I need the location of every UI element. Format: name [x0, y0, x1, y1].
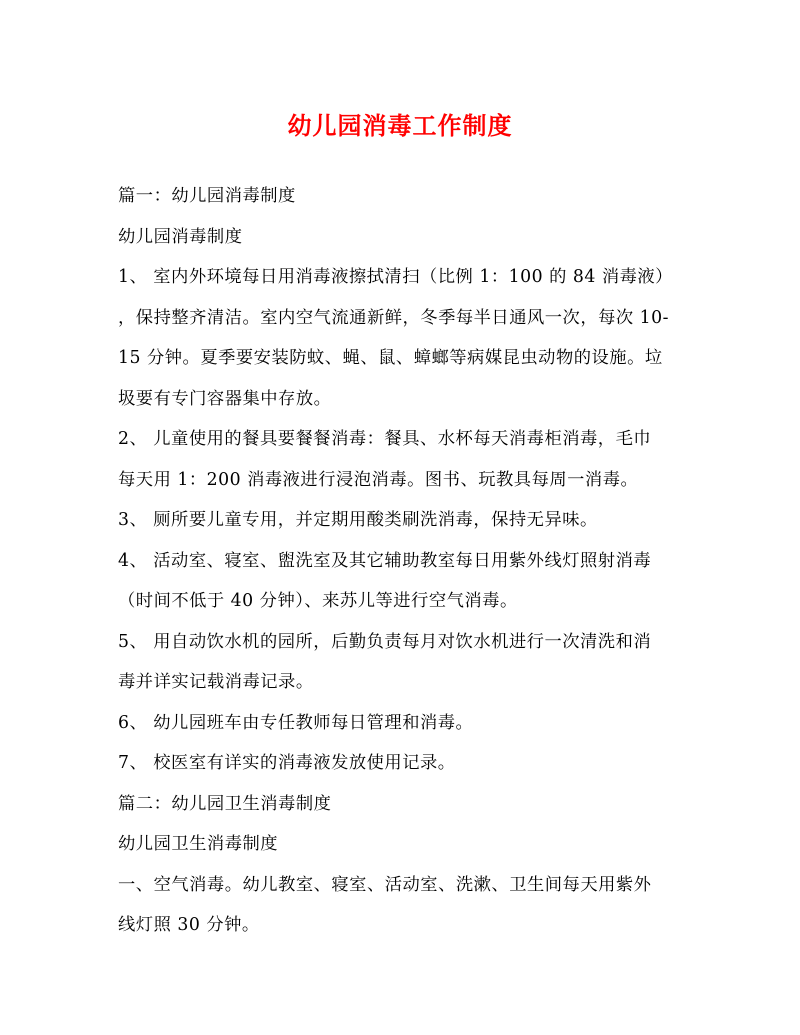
paragraph-line: 4、 活动室、寝室、盥洗室及其它辅助教室每日用紫外线灯照射消毒: [118, 550, 652, 571]
paragraph-line: 圾要有专门容器集中存放。: [118, 388, 332, 409]
paragraph-line: 7、 校医室有详实的消毒液发放使用记录。: [118, 753, 456, 773]
paragraph-line: 6、 幼儿园班车由专任教师每日管理和消毒。: [118, 712, 474, 733]
paragraph-line: 线灯照 30 分钟。: [118, 915, 260, 935]
paragraph-line: 15 分钟。夏季要安装防蚊、蝇、鼠、蟑螂等病媒昆虫动物的设施。垃: [118, 348, 663, 368]
paragraph-line: 5、 用自动饮水机的园所，后勤负责每月对饮水机进行一次清洗和消: [118, 631, 652, 652]
paragraph-line: 毒并详实记载消毒记录。: [118, 672, 314, 692]
subheading-2: 幼儿园卫生消毒制度: [118, 834, 279, 854]
paragraph-line: 2、 儿童使用的餐具要餐餐消毒：餐具、水杯每天消毒柜消毒，毛巾: [118, 429, 652, 449]
paragraph-line: 每天用 1：200 消毒液进行浸泡消毒。图书、玩教具每周一消毒。: [118, 469, 639, 490]
paragraph-line: （时间不低于 40 分钟）、来苏儿等进行空气消毒。: [118, 591, 518, 611]
subheading-1: 幼儿园消毒制度: [118, 226, 243, 247]
paragraph-line: 一、空气消毒。幼儿教室、寝室、活动室、洗漱、卫生间每天用紫外: [118, 874, 652, 895]
document-body: [118, 176, 690, 946]
paragraph-line: 1、 室内外环境每日用消毒液擦拭清扫（比例 1：100 的 84 消毒液）: [118, 267, 673, 287]
document-title: 幼儿园消毒工作制度: [287, 111, 513, 140]
section-heading-1: 篇一：幼儿园消毒制度: [118, 186, 296, 206]
paragraph-line: ，保持整齐清洁。室内空气流通新鲜，冬季每半日通风一次，每次 10-: [118, 307, 669, 328]
section-heading-2: 篇二：幼儿园卫生消毒制度: [118, 793, 332, 814]
paragraph-line: 3、 厕所要儿童专用，并定期用酸类刷洗消毒，保持无异味。: [118, 510, 598, 530]
